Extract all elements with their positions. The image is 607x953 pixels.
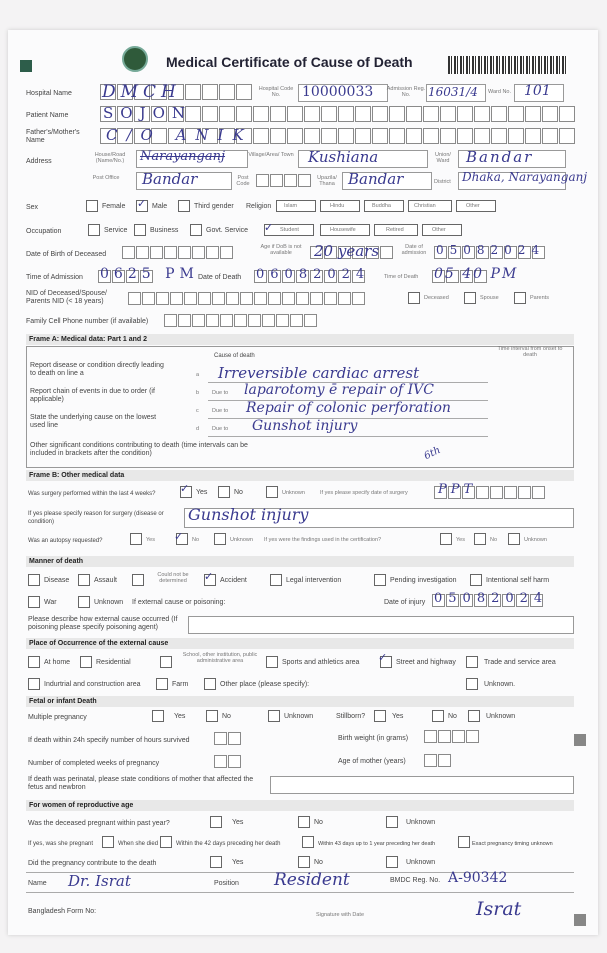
place-street-check-icon: ✓ (378, 651, 388, 664)
findings-yes-checkbox[interactable] (440, 533, 452, 545)
manner-war-checkbox[interactable] (28, 596, 40, 608)
ward-value[interactable]: 101 (524, 83, 551, 99)
post-office-label: Post Office (92, 175, 120, 181)
form-title: Medical Certificate of Cause of Death (166, 54, 413, 70)
multiple-pregnancy-label: Multiple pregnancy (28, 714, 87, 721)
hospital-code-value[interactable]: 10000033 (302, 84, 374, 100)
surgery-yes-label: Yes (196, 489, 208, 496)
doctor-name-label: Name (28, 880, 47, 887)
religion-buddha-label: Buddha (372, 203, 391, 209)
tod-label: Time of Death (384, 274, 419, 280)
surgery-reason-value[interactable]: Gunshot injury (188, 505, 309, 524)
manner-header: Manner of death (26, 556, 574, 567)
cause-b-value[interactable]: laparotomy ē repair of IVC (244, 382, 434, 398)
village-value[interactable]: Kushiana (308, 148, 379, 166)
when-died-label: When she died (118, 841, 159, 847)
occ-service-label: Service (104, 227, 128, 234)
when-died-checkbox[interactable] (102, 836, 114, 848)
manner-assault-checkbox[interactable] (78, 574, 90, 586)
surgery-question: Was surgery performed within the last 4 weeks? (28, 491, 156, 497)
pregnant-no-checkbox[interactable] (298, 816, 310, 828)
nid-deceased-checkbox[interactable] (408, 292, 420, 304)
certificate-page (8, 30, 598, 935)
injury-date-value[interactable]: 05082024 (434, 591, 549, 606)
place-school-label: School, other institution, public administrative area (182, 652, 258, 664)
describe-field[interactable] (188, 616, 574, 634)
manner-selfharm-label: Intentional self harm (486, 577, 550, 584)
perinatal-field[interactable] (270, 776, 574, 794)
manner-disease-label: Disease (44, 577, 70, 584)
nid-parents-label: Parents (530, 295, 549, 301)
autopsy-findings-label: If yes were the findings used in the certification? (264, 537, 382, 543)
women-header: For women of reproductive age (26, 800, 574, 811)
signature-value[interactable]: Israt (476, 898, 522, 920)
religion-islam-label: Islam (284, 203, 298, 209)
toa-value[interactable]: 0625 PM (100, 266, 199, 282)
religion-hindu-label: Hindu (330, 203, 345, 209)
multiple-yes-label: Yes (174, 713, 186, 720)
within-43-checkbox[interactable] (302, 836, 314, 848)
manner-pending-checkbox[interactable] (374, 574, 386, 586)
govt-seal-logo (122, 46, 148, 72)
findings-no-checkbox[interactable] (474, 533, 486, 545)
row-due-to-d: Due to (212, 426, 229, 432)
surgery-date-label: If yes please specify date of surgery (320, 490, 408, 496)
birth-weight-boxes (424, 730, 480, 743)
sex-male-label: Male (152, 203, 168, 210)
surgery-note: 6th (422, 444, 443, 463)
manner-unknown-label: Unknown (94, 599, 124, 606)
place-residential-label: Residential (96, 659, 131, 666)
place-unknown-label: Unknown. (484, 681, 516, 688)
injury-date-label: Date of injury (384, 599, 426, 606)
nid-spouse-label: Spouse (480, 295, 499, 301)
row-letter-c: c (196, 408, 199, 414)
bangladesh-form-label: Bangladesh Form No: (28, 908, 97, 915)
religion-other-label: Other (466, 203, 480, 209)
findings-yes-label: Yes (456, 537, 465, 543)
row-letter-a: a (196, 372, 200, 378)
occ-govt-label: Govt. Service (206, 227, 249, 234)
post-office-value[interactable]: Bandar (142, 170, 198, 188)
external-cause-label: If external cause or poisoning: (132, 599, 226, 606)
autopsy-no-check-icon: ✓ (174, 530, 184, 543)
multiple-unknown-label: Unknown (284, 713, 314, 720)
village-label: Village/Area/ Town (248, 152, 294, 158)
hospital-code-label: Hospital Code No. (258, 86, 294, 98)
occupation-label: Occupation (26, 228, 62, 235)
place-home-label: At home (44, 659, 71, 666)
signoff-mid-line (26, 892, 574, 893)
ward-label: Ward No. (488, 89, 512, 95)
place-sports-checkbox[interactable] (266, 656, 278, 668)
pregnant-no-label: No (314, 819, 323, 826)
district-value[interactable]: Dhaka, Narayanganj (462, 170, 588, 184)
manner-legal-checkbox[interactable] (270, 574, 282, 586)
cause-a-value[interactable]: Irreversible cardiac arrest (218, 364, 420, 382)
cause-d-value[interactable]: Gunshot injury (252, 418, 358, 434)
surgery-reason-label: If yes please specify reason for surgery (disease or condition) (28, 511, 164, 525)
place-street-label: Street and highway (396, 659, 456, 666)
tod-value[interactable]: 05 40 PM (434, 266, 519, 282)
autopsy-question: Was an autopsy requested? (28, 538, 103, 544)
autopsy-unknown-label: Unknown (230, 537, 253, 543)
within-43-label: Within 43 days up to 1 year preceding her death (318, 841, 436, 847)
row-letter-d: d (196, 426, 200, 432)
place-industrial-label: Indurtrial and construction area (44, 681, 141, 688)
sex-label: Sex (26, 204, 39, 211)
row-letter-b: b (196, 390, 200, 396)
pregnant-unknown-label: Unknown (406, 819, 436, 826)
upazila-label: Upazila/ Thana (317, 175, 337, 187)
admission-reg-label: Admission Reg. No. (386, 86, 426, 98)
district-label: District (434, 179, 451, 185)
hospital-name-value[interactable]: DMCH (102, 82, 181, 102)
autopsy-yes-checkbox[interactable] (130, 533, 142, 545)
barcode (448, 56, 568, 74)
cause-column-header: Cause of death (214, 353, 255, 359)
sex-female-label: Female (102, 203, 126, 210)
occ-govt-checkbox[interactable] (190, 224, 202, 236)
father-name-value[interactable]: C/O ANIK (106, 126, 253, 144)
hospital-name-label: Hospital Name (26, 90, 72, 97)
multiple-no-checkbox[interactable] (206, 710, 218, 722)
manner-accident-label: Accident (220, 577, 247, 584)
place-trade-label: Trade and service area (484, 659, 556, 666)
contribute-yes-label: Yes (232, 859, 244, 866)
union-value[interactable]: Bandar (466, 148, 534, 166)
autopsy-yes-label: Yes (146, 537, 155, 543)
contribute-no-label: No (314, 859, 323, 866)
hours-survived-boxes (214, 732, 242, 745)
occ-service-checkbox[interactable] (88, 224, 100, 236)
doa-label: Date of admission (401, 244, 427, 256)
surgery-no-label: No (234, 489, 243, 496)
occ-retired-label: Retired (386, 227, 404, 233)
manner-legal-label: Legal intervention (286, 577, 342, 584)
dob-boxes (122, 246, 234, 259)
occ-student-check-icon: ✓ (264, 221, 274, 234)
mother-age-label: Age of mother (years) (338, 758, 406, 765)
cause-c-value[interactable]: Repair of colonic perforation (246, 400, 451, 416)
religion-christian-label: Christian (414, 203, 436, 209)
place-sports-label: Sports and athletics area (282, 659, 360, 666)
stillborn-label: Stillborn? (336, 713, 366, 720)
findings-unknown-label: Unknown (524, 537, 547, 543)
frame-a-instruction-3: State the underlying cause on the lowest used line (30, 414, 157, 429)
occ-business-label: Business (150, 227, 179, 234)
place-industrial-checkbox[interactable] (28, 678, 40, 690)
place-trade-checkbox[interactable] (466, 656, 478, 668)
patient-name-label: Patient Name (26, 112, 69, 119)
contribute-question: Did the pregnancy contribute to the death (28, 860, 157, 867)
nid-boxes (128, 292, 366, 305)
upazila-value[interactable]: Bandar (348, 170, 404, 188)
pregnancy-weeks-boxes (214, 755, 242, 768)
occ-other-label: Other (432, 227, 446, 233)
fetal-header: Fetal or infant Death (26, 696, 574, 707)
multiple-yes-checkbox[interactable] (152, 710, 164, 722)
findings-no-label: No (490, 537, 498, 543)
describe-label: Please describe how external cause occurred (If poisoning please specify poisoning agent) (28, 616, 178, 631)
surgery-unknown-label: Unknown (282, 490, 305, 496)
phone-label: Family Cell Phone number (if available) (26, 318, 149, 325)
place-farm-label: Farm (172, 681, 189, 688)
birth-weight-label: Birth weight (in grams) (338, 735, 409, 742)
doctor-name-value[interactable]: Dr. Israt (68, 872, 131, 890)
post-code-label: Post Code (236, 175, 250, 187)
place-school-checkbox[interactable] (160, 656, 172, 668)
dod-label: Date of Death (198, 274, 242, 281)
row-due-to-b: Due to (212, 390, 229, 396)
manner-selfharm-checkbox[interactable] (470, 574, 482, 586)
bmdc-value[interactable]: A-90342 (448, 870, 508, 886)
frame-a-header: Frame A: Medical data: Part 1 and 2 (26, 334, 574, 345)
pregnant-when-label: If yes, was she pregnant (28, 841, 94, 847)
nid-deceased-label: Deceased (424, 295, 449, 301)
sex-male-check-icon: ✓ (137, 197, 147, 210)
father-name-label: Father's/Mother's Name (26, 129, 80, 144)
contribute-unknown-label: Unknown (406, 859, 436, 866)
perinatal-label: If death was perinatal, please state conditions of mother that affected the fetus and newbron (28, 776, 254, 791)
address-label: Address (26, 158, 52, 165)
stillborn-unknown-checkbox[interactable] (468, 710, 480, 722)
manner-undetermined-checkbox[interactable] (132, 574, 144, 586)
sex-female-checkbox[interactable] (86, 200, 98, 212)
nid-spouse-checkbox[interactable] (464, 292, 476, 304)
occ-housewife-label: Housewife (330, 227, 356, 233)
manner-undetermined-label: Could not be determined (157, 572, 189, 584)
dob-label: Date of Birth of Deceased (26, 251, 107, 258)
row-due-to-c: Due to (212, 408, 229, 414)
interval-column-header: Time interval from onset to death (497, 346, 563, 358)
frame-a-instruction-4: Other significant conditions contributing to death (time intervals can be included in brackets after the condition) (30, 442, 248, 457)
surgery-yes-check-icon: ✓ (180, 482, 190, 495)
phone-boxes (164, 314, 318, 327)
dod-value[interactable]: 06082024 (256, 267, 371, 282)
place-other-checkbox[interactable] (204, 678, 216, 690)
autopsy-unknown-checkbox[interactable] (214, 533, 226, 545)
multiple-no-label: No (222, 713, 231, 720)
autopsy-no-label: No (192, 537, 200, 543)
pregnant-unknown-checkbox[interactable] (386, 816, 398, 828)
timing-unknown-label: Exact pregnancy timing unknown (472, 841, 553, 847)
place-home-checkbox[interactable] (28, 656, 40, 668)
post-code-boxes (256, 174, 312, 187)
place-header: Place of Occurrence of the external cause (26, 638, 574, 649)
age-label: Age if DoB is not available (260, 244, 302, 256)
pregnancy-weeks-label: Number of completed weeks of pregnancy (28, 760, 160, 767)
position-value[interactable]: Resident (274, 870, 350, 890)
cause-line-d (208, 436, 488, 437)
toa-label: Time of Admission (26, 274, 83, 281)
surgery-unknown-checkbox[interactable] (266, 486, 278, 498)
manner-assault-label: Assault (94, 577, 117, 584)
union-label: Union/ Ward (435, 152, 451, 164)
pregnant-yes-label: Yes (232, 819, 244, 826)
nid-label: NID of Deceased/Spouse/ Parents NID (< 18 years) (26, 290, 107, 305)
religion-label: Religion (246, 203, 272, 210)
manner-unknown-checkbox[interactable] (78, 596, 90, 608)
manner-disease-checkbox[interactable] (28, 574, 40, 586)
stillborn-no-checkbox[interactable] (432, 710, 444, 722)
corner-mark-bottom-right (574, 914, 586, 926)
stillborn-yes-label: Yes (392, 713, 404, 720)
multiple-unknown-checkbox[interactable] (268, 710, 280, 722)
manner-accident-check-icon: ✓ (204, 570, 214, 583)
pregnant-question: Was the deceased pregnant within past year? (28, 820, 170, 827)
position-label: Position (214, 880, 239, 887)
pregnant-yes-checkbox[interactable] (210, 816, 222, 828)
bmdc-label: BMDC Reg. No. (390, 877, 441, 884)
contribute-yes-checkbox[interactable] (210, 856, 222, 868)
occ-student-label: Student (280, 227, 299, 233)
manner-war-label: War (44, 599, 57, 606)
manner-pending-label: Pending investigation (390, 577, 457, 584)
stillborn-no-label: No (448, 713, 457, 720)
doa-value[interactable]: 05082024 (436, 243, 546, 257)
corner-mark-right-mid (574, 734, 586, 746)
contribute-unknown-checkbox[interactable] (386, 856, 398, 868)
surgery-date-value[interactable]: PPT (438, 482, 477, 497)
within-42-label: Within the 42 days preceding her death (176, 841, 281, 847)
surgery-no-checkbox[interactable] (218, 486, 230, 498)
frame-b-header: Frame B: Other medical data (26, 470, 574, 481)
place-other-label: Other place (please specify): (220, 681, 310, 688)
contribute-no-checkbox[interactable] (298, 856, 310, 868)
age-value[interactable]: 20 years (314, 242, 380, 260)
place-residential-checkbox[interactable] (80, 656, 92, 668)
sex-third-checkbox[interactable] (178, 200, 190, 212)
place-farm-checkbox[interactable] (156, 678, 168, 690)
occ-business-checkbox[interactable] (134, 224, 146, 236)
stillborn-yes-checkbox[interactable] (374, 710, 386, 722)
house-label: House/Road (Name/No.) (94, 152, 126, 164)
mother-age-boxes (424, 754, 452, 767)
findings-unknown-checkbox[interactable] (508, 533, 520, 545)
signature-label: Signature with Date (316, 912, 364, 918)
sex-third-label: Third gender (194, 203, 234, 210)
hours-survived-label: If death within 24h specify number of hours survived (28, 737, 190, 744)
timing-unknown-checkbox[interactable] (458, 836, 470, 848)
admission-reg-value[interactable]: 16031/4 (428, 85, 478, 99)
house-value[interactable]: Narayanganj (140, 149, 226, 164)
place-unknown-checkbox[interactable] (466, 678, 478, 690)
frame-a-instruction-2: Report chain of events in due to order (if applicable) (30, 388, 155, 403)
within-42-checkbox[interactable] (160, 836, 172, 848)
patient-name-value[interactable]: SOJON (103, 104, 193, 122)
corner-mark-top-left (20, 60, 32, 72)
frame-a-instruction-1: Report disease or condition directly leading to death on line a (30, 362, 164, 377)
nid-parents-checkbox[interactable] (514, 292, 526, 304)
stillborn-unknown-label: Unknown (486, 713, 516, 720)
